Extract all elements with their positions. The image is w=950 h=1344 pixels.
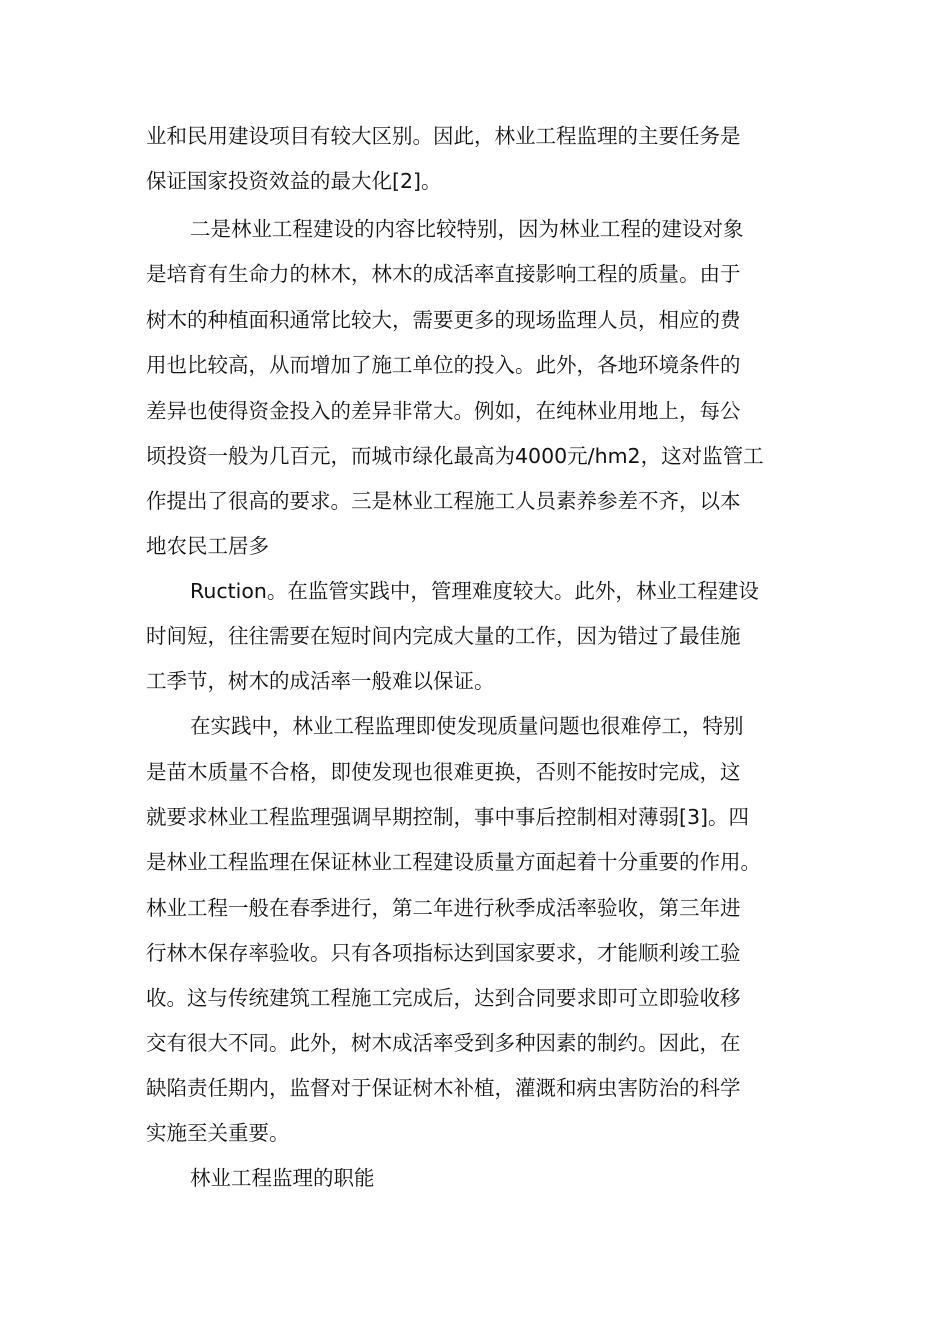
- text-line: 是林业工程监理在保证林业工程建设质量方面起着十分重要的作用。: [146, 850, 761, 874]
- text-line: 交有很大不同。此外，树木成活率受到多种因素的制约。因此，在: [146, 1031, 741, 1055]
- text-line: 树木的种植面积通常比较大，需要更多的现场监理人员，相应的费: [146, 308, 741, 332]
- text-line: 顷投资一般为几百元，而城市绿化最高为4000元/hm2，这对监管工: [146, 444, 764, 468]
- text-line: 作提出了很高的要求。三是林业工程施工人员素养参差不齐，以本: [146, 489, 741, 513]
- text-line: 行林木保存率验收。只有各项指标达到国家要求，才能顺利竣工验: [146, 941, 741, 965]
- text-line: 工季节，树木的成活率一般难以保证。: [146, 669, 495, 693]
- text-line: 实施至关重要。: [146, 1121, 290, 1145]
- text-line: 收。这与传统建筑工程施工完成后，达到合同要求即可立即验收移: [146, 986, 741, 1010]
- paragraph-first-line: 二是林业工程建设的内容比较特别，因为林业工程的建设对象: [190, 217, 744, 241]
- text-line: 差异也使得资金投入的差异非常大。例如，在纯林业用地上，每公: [146, 399, 741, 423]
- text-line: 地农民工居多: [146, 534, 269, 558]
- text-line: 是苗木质量不合格，即使发现也很难更换，否则不能按时完成，这: [146, 760, 741, 784]
- text-line: 是培育有生命力的林木，林木的成活率直接影响工程的质量。由于: [146, 262, 741, 286]
- text-line: 林业工程一般在春季进行，第二年进行秋季成活率验收，第三年进: [146, 896, 741, 920]
- text-line: 就要求林业工程监理强调早期控制，事中事后控制相对薄弱[3]。四: [146, 805, 750, 829]
- paragraph-first-line: Ruction。在监管实践中，管理难度较大。此外，林业工程建设: [190, 579, 759, 603]
- text-line: 用也比较高，从而增加了施工单位的投入。此外，各地环境条件的: [146, 353, 741, 377]
- text-line: 保证国家投资效益的最大化[2]。: [146, 169, 442, 193]
- section-heading: 林业工程监理的职能: [190, 1166, 375, 1190]
- paragraph-first-line: 在实践中，林业工程监理即使发现质量问题也很难停工，特别: [190, 714, 744, 738]
- text-line: 缺陷责任期内，监督对于保证树木补植，灌溉和病虫害防治的科学: [146, 1076, 741, 1100]
- text-line: 业和民用建设项目有较大区别。因此，林业工程监理的主要任务是: [146, 124, 741, 148]
- text-line: 时间短，往往需要在短时间内完成大量的工作，因为错过了最佳施: [146, 624, 741, 648]
